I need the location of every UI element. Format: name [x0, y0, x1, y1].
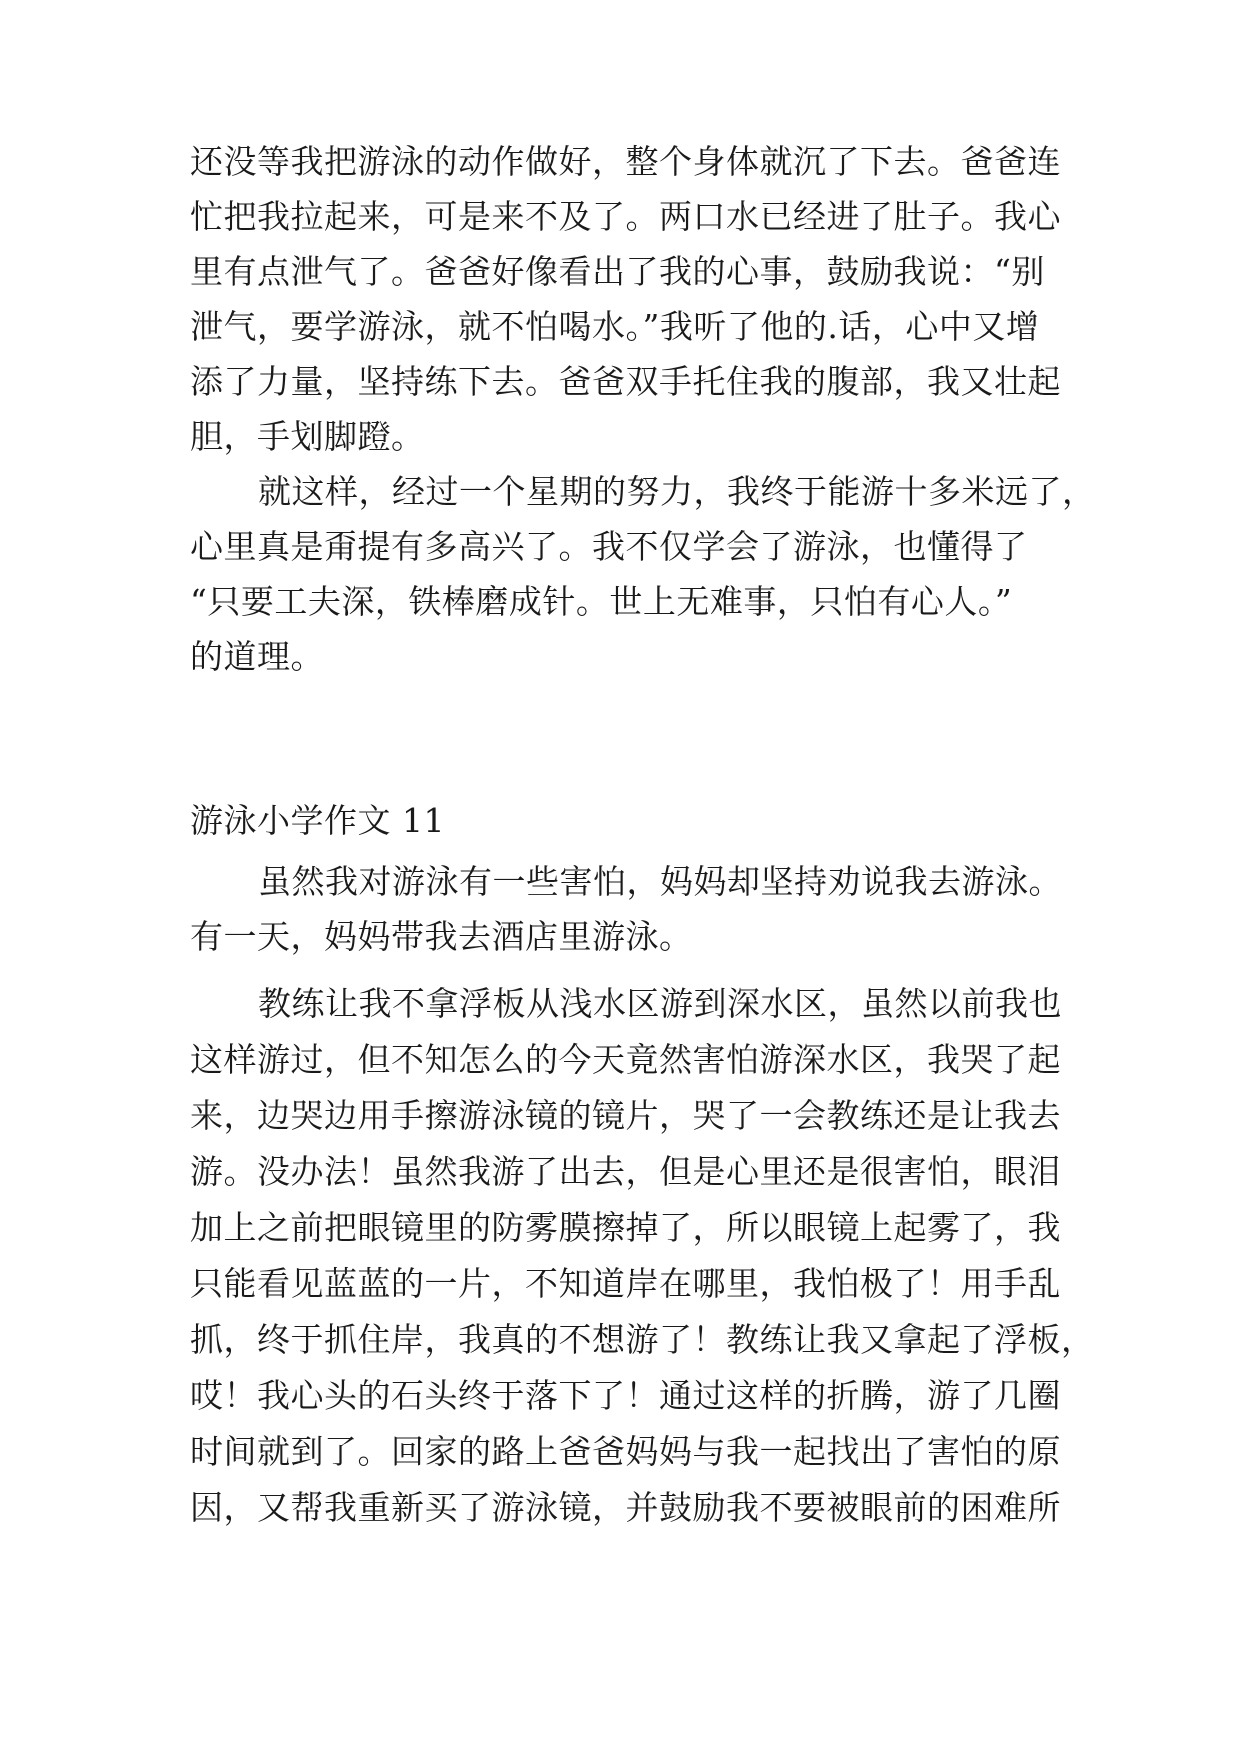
paragraph-4-line-2: 这样游过，但不知怎么的今天竟然害怕游深水区，我哭了起	[190, 1040, 1061, 1079]
paragraph-4-line-1: 教练让我不拿浮板从浅水区游到深水区，虽然以前我也	[258, 984, 1062, 1023]
paragraph-4-line-6: 只能看见蓝蓝的一片，不知道岸在哪里，我怕极了！用手乱	[190, 1264, 1061, 1303]
paragraph-1-line-6: 胆，手划脚蹬。	[190, 417, 425, 456]
paragraph-1-line-2: 忙把我拉起来，可是来不及了。两口水已经进了肚子。我心	[190, 197, 1061, 236]
paragraph-2-line-1: 就这样，经过一个星期的努力，我终于能游十多米远了，	[258, 472, 1096, 511]
paragraph-2-line-4: 的道理。	[190, 637, 324, 676]
paragraph-1-line-4: 泄气，要学游泳，就不怕喝水。”我听了他的.话，心中又增	[190, 307, 1040, 346]
paragraph-1-line-5: 添了力量，坚持练下去。爸爸双手托住我的腹部，我又壮起	[190, 362, 1061, 401]
paragraph-4-line-3: 来，边哭边用手擦游泳镜的镜片，哭了一会教练还是让我去	[190, 1096, 1061, 1135]
paragraph-1-line-3: 里有点泄气了。爸爸好像看出了我的心事，鼓励我说：“别	[190, 252, 1045, 291]
paragraph-3-line-2: 有一天，妈妈带我去酒店里游泳。	[190, 917, 693, 956]
paragraph-1-line-1: 还没等我把游泳的动作做好，整个身体就沉了下去。爸爸连	[190, 142, 1061, 181]
paragraph-2-line-3: “只要工夫深，铁棒磨成针。世上无难事，只怕有心人。”	[190, 582, 1013, 621]
paragraph-4-line-7: 抓，终于抓住岸，我真的不想游了！教练让我又拿起了浮板，	[190, 1320, 1095, 1359]
section-title: 游泳小学作文 11	[190, 801, 445, 840]
paragraph-4-line-5: 加上之前把眼镜里的防雾膜擦掉了，所以眼镜上起雾了，我	[190, 1208, 1061, 1247]
paragraph-2-line-2: 心里真是甭提有多高兴了。我不仅学会了游泳，也懂得了	[190, 527, 1028, 566]
paragraph-4-line-10: 因，又帮我重新买了游泳镜，并鼓励我不要被眼前的困难所	[190, 1488, 1061, 1527]
paragraph-4-line-8: 哎！我心头的石头终于落下了！通过这样的折腾，游了几圈	[190, 1376, 1061, 1415]
paragraph-4-line-4: 游。没办法！虽然我游了出去，但是心里还是很害怕，眼泪	[190, 1152, 1061, 1191]
paragraph-3-line-1: 虽然我对游泳有一些害怕，妈妈却坚持劝说我去游泳。	[258, 862, 1062, 901]
paragraph-4-line-9: 时间就到了。回家的路上爸爸妈妈与我一起找出了害怕的原	[190, 1432, 1061, 1471]
